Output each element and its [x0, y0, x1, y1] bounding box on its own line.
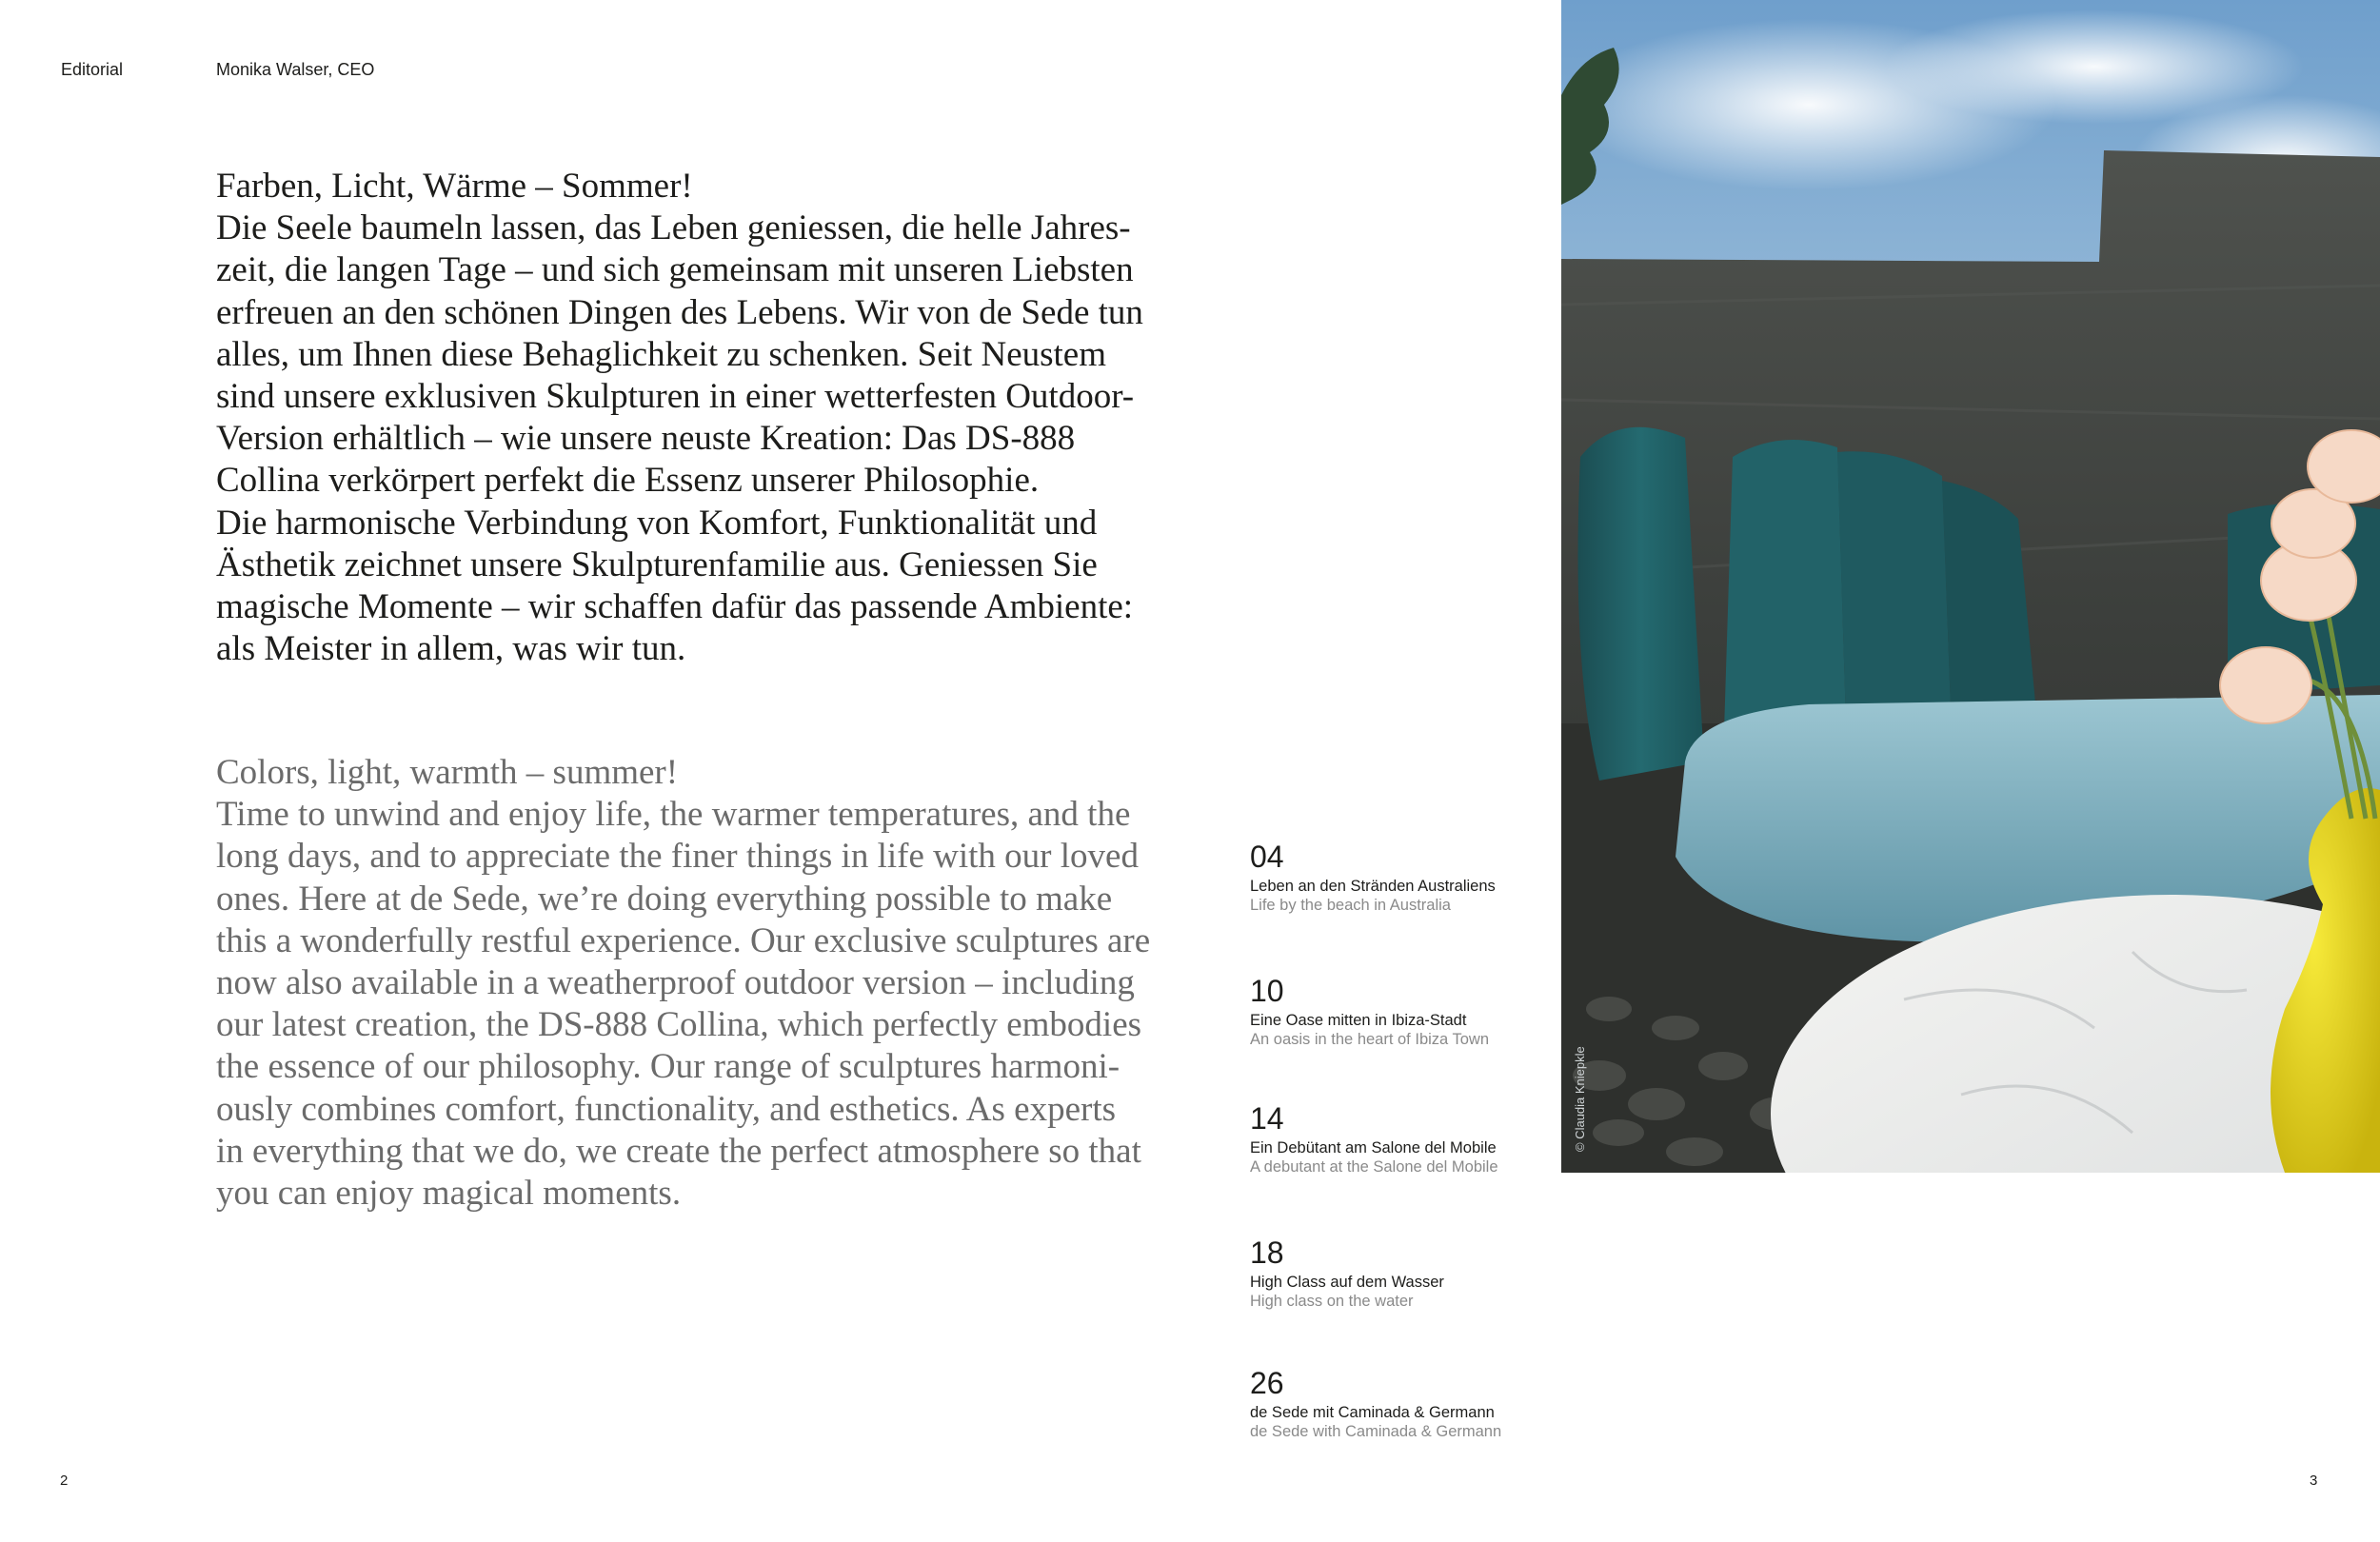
- english-line: Time to unwind and enjoy life, the warmer temperatures, and the: [216, 795, 1131, 835]
- toc-title-german: de Sede mit Caminada & Germann: [1250, 1404, 1495, 1421]
- english-line: now also available in a weatherproof outdoor version – including: [216, 963, 1135, 1003]
- toc-title-german: Ein Debütant am Salone del Mobile: [1250, 1139, 1497, 1156]
- toc-title-english: High class on the water: [1250, 1293, 1414, 1310]
- german-line: Die Seele baumeln lassen, das Leben geniessen, die helle Jahres-: [216, 208, 1131, 248]
- english-line: our latest creation, the DS-888 Collina, which perfectly embodies: [216, 1005, 1142, 1045]
- toc-title-german: Leben an den Stränden Australiens: [1250, 878, 1496, 895]
- author-label: Monika Walser, CEO: [216, 60, 375, 79]
- toc-entry[interactable]: [1250, 1102, 1574, 1176]
- toc-title-german: High Class auf dem Wasser: [1250, 1274, 1444, 1291]
- english-line: long days, and to appreciate the finer things in life with our loved: [216, 837, 1139, 877]
- toc-page-number: 10: [1250, 974, 1284, 1008]
- german-line: zeit, die langen Tage – und sich gemeinsam mit unseren Liebsten: [216, 250, 1134, 290]
- english-line: Colors, light, warmth – summer!: [216, 753, 679, 792]
- toc-title-english: An oasis in the heart of Ibiza Town: [1250, 1031, 1490, 1048]
- english-line: ones. Here at de Sede, we’re doing everything possible to make: [216, 879, 1113, 919]
- english-line: ously combines comfort, functionality, and esthetics. As experts: [216, 1089, 1117, 1129]
- toc-title-english: A debutant at the Salone del Mobile: [1250, 1158, 1498, 1176]
- german-line: sind unsere exklusiven Skulpturen in einer wetterfesten Outdoor-: [216, 377, 1135, 417]
- german-line: Die harmonische Verbindung von Komfort, Funktionalität und: [216, 503, 1098, 543]
- english-line: this a wonderfully restful experience. Our exclusive sculptures are: [216, 920, 1151, 960]
- toc-title-german: Eine Oase mitten in Ibiza-Stadt: [1250, 1012, 1467, 1029]
- german-line: Ästhetik zeichnet unsere Skulpturenfamilie aus. Geniessen Sie: [216, 544, 1098, 584]
- toc-entry[interactable]: [1250, 1236, 1574, 1311]
- editorial-english-text: [216, 752, 1178, 1215]
- german-line: magische Momente – wir schaffen dafür das passende Ambiente:: [216, 587, 1134, 627]
- english-line: the essence of our philosophy. Our range of sculptures harmoni-: [216, 1047, 1121, 1087]
- german-line: erfreuen an den schönen Dingen des Lebens. Wir von de Sede tun: [216, 292, 1143, 332]
- german-line: Version erhältlich – wie unsere neuste Kreation: Das DS-888: [216, 419, 1076, 459]
- photo-illustration: [1561, 0, 2380, 1173]
- toc-page-number: 14: [1250, 1101, 1284, 1136]
- editorial-german-text: [216, 166, 1178, 670]
- toc-entry[interactable]: [1250, 840, 1574, 915]
- table-of-contents: [1250, 0, 1574, 1542]
- page-number-left: 2: [60, 1473, 69, 1489]
- photo-credit: © Claudia Kniepkle: [1573, 1046, 1587, 1152]
- english-line: you can enjoy magical moments.: [216, 1174, 682, 1214]
- toc-entry[interactable]: [1250, 975, 1574, 1049]
- german-line: alles, um Ihnen diese Behaglichkeit zu schenken. Seit Neustem: [216, 334, 1107, 374]
- toc-title-english: Life by the beach in Australia: [1250, 897, 1451, 914]
- toc-page-number: 26: [1250, 1366, 1284, 1400]
- toc-entry[interactable]: [1250, 1367, 1574, 1441]
- german-line: Farben, Licht, Wärme – Sommer!: [216, 167, 693, 206]
- toc-page-number: 18: [1250, 1236, 1284, 1270]
- section-label: Editorial: [61, 60, 124, 79]
- german-line: Collina verkörpert perfekt die Essenz unserer Philosophie.: [216, 461, 1040, 501]
- toc-title-english: de Sede with Caminada & Germann: [1250, 1423, 1502, 1440]
- toc-page-number: 04: [1250, 840, 1284, 874]
- page-number-right: 3: [2310, 1473, 2318, 1489]
- sofa-photo: [1561, 0, 2380, 1173]
- german-line: als Meister in allem, was wir tun.: [216, 629, 686, 669]
- english-line: in everything that we do, we create the perfect atmosphere so that: [216, 1131, 1141, 1171]
